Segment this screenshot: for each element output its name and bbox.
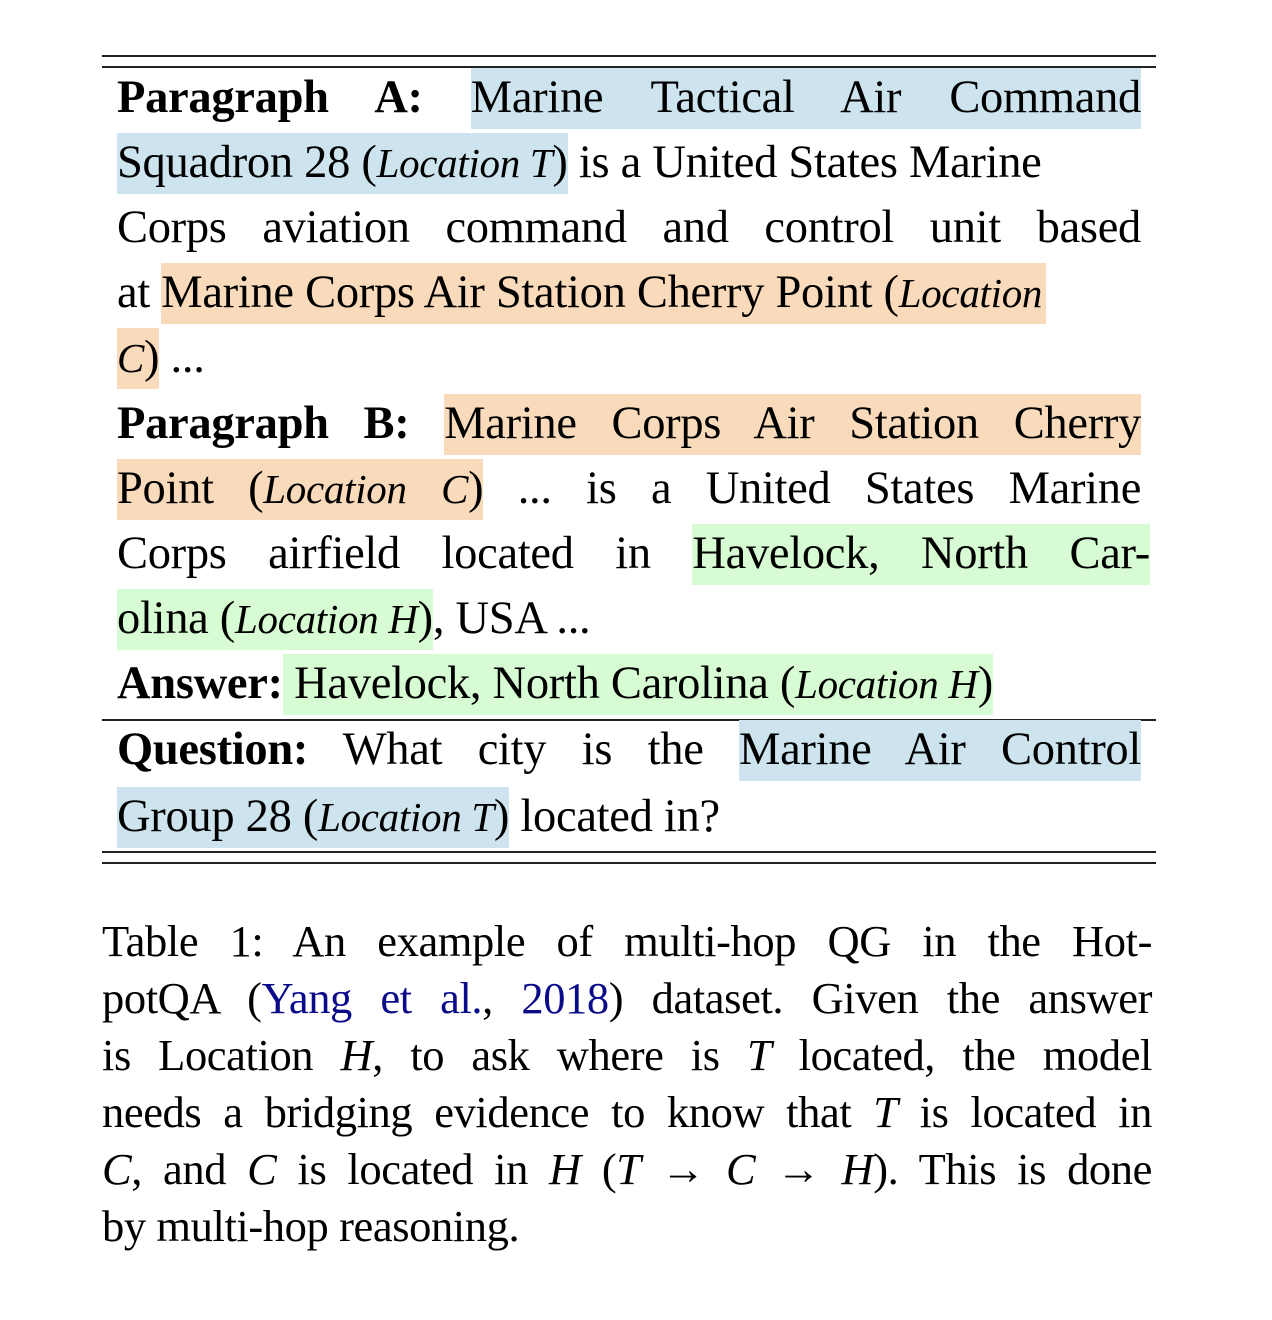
caption-line-3 — [102, 1026, 1152, 1084]
word: in — [615, 528, 651, 579]
math-expression: T → C → H — [616, 1144, 874, 1194]
location-tag: Location H — [235, 596, 418, 642]
word: Air — [753, 398, 815, 449]
word: is — [586, 463, 617, 514]
body-text: , USA ... — [432, 593, 591, 644]
word: North — [920, 528, 1028, 579]
word: Corps — [117, 528, 227, 579]
location-tag: C — [441, 466, 469, 512]
paren: ) — [417, 593, 433, 644]
bottom-rule-inner — [102, 851, 1156, 853]
paren: ) — [977, 658, 993, 709]
entity-t-highlight — [117, 787, 509, 848]
paragraph-a-line-3: Corps aviation command and control unit based — [117, 202, 1141, 253]
paragraph-a-label: Paragraph A: — [117, 72, 423, 123]
word: Car- — [1069, 528, 1150, 579]
caption-text: is located in — [897, 1087, 1152, 1137]
word: located — [441, 528, 574, 579]
paragraph-a-line-5 — [117, 326, 1141, 390]
entity-t-highlight — [739, 720, 1141, 781]
body-text: is a United States Marine — [567, 137, 1042, 188]
word: Havelock, — [692, 528, 880, 579]
word: Marine — [1008, 463, 1142, 514]
word: What — [342, 724, 443, 775]
word: Marine — [444, 398, 577, 449]
caption-text: potQA ( — [102, 973, 262, 1023]
entity-h-highlight — [283, 654, 993, 715]
entity-c-highlight — [117, 459, 483, 520]
word: Air — [904, 724, 966, 775]
citation-link-authors[interactable]: Yang et al. — [261, 973, 483, 1023]
word: Marine — [470, 72, 604, 123]
caption-line-4 — [102, 1083, 1152, 1141]
caption-text: , to ask where is — [372, 1030, 747, 1080]
question-line-2 — [117, 785, 1141, 849]
answer-label: Answer: — [117, 658, 283, 709]
citation-link-year[interactable]: 2018 — [521, 973, 609, 1023]
paren: ) — [144, 332, 160, 383]
caption-text: is Location — [102, 1030, 341, 1080]
word: airfield — [268, 528, 400, 579]
paragraph-a-line-4 — [117, 261, 1147, 325]
entity-h-highlight — [117, 589, 433, 650]
caption-text: is located in — [276, 1144, 550, 1194]
entity-c-highlight — [444, 394, 1141, 455]
entity-h-highlight — [692, 524, 1150, 585]
location-tag: Location H — [795, 661, 978, 707]
paragraph-b-line-3 — [117, 522, 1150, 586]
entity-c-highlight — [161, 263, 1046, 324]
top-rule-outer — [102, 55, 1156, 57]
caption-line-6: by multi-hop reasoning. — [102, 1201, 520, 1251]
caption-line-1: Table 1: An example of multi-hop QG in the Hot- — [102, 916, 1152, 966]
entity-t-highlight — [471, 68, 1141, 129]
question-line-1 — [117, 718, 1141, 782]
word: United — [705, 463, 831, 514]
paragraph-b-line-4 — [117, 587, 1141, 651]
caption-line-5 — [102, 1140, 1152, 1198]
word: a — [650, 463, 672, 514]
question-label: Question: — [117, 724, 309, 775]
caption-text: , — [482, 973, 522, 1023]
word: Tactical — [650, 72, 795, 123]
location-tag: Location — [898, 270, 1043, 316]
body-text: at — [117, 267, 162, 318]
entity-c-highlight — [117, 328, 159, 389]
caption-text: ). This is done — [873, 1144, 1152, 1194]
word: Air — [840, 72, 902, 123]
paragraph-b-line-1 — [117, 392, 1141, 456]
math-var: C — [102, 1144, 132, 1194]
caption-text: located, the model — [771, 1030, 1153, 1080]
word: Control — [1001, 724, 1142, 775]
word: Command — [949, 72, 1141, 123]
word: Point — [117, 463, 214, 514]
caption-text: needs a bridging evidence to know that — [102, 1087, 874, 1137]
word: is — [581, 724, 613, 775]
paragraph-a-line-2 — [117, 131, 1141, 195]
word: Marine — [739, 724, 872, 775]
paren: ) — [468, 463, 484, 514]
entity-text: Marine Corps Air Station Cherry Point ( — [161, 267, 899, 318]
caption-line-2 — [102, 969, 1152, 1027]
caption-text: ) dataset. Given the answer — [608, 973, 1153, 1023]
entity-text: olina ( — [117, 593, 235, 644]
word: Corps — [611, 398, 722, 449]
body-text: located in? — [509, 791, 720, 842]
word: Station — [849, 398, 979, 449]
paren: ) — [493, 791, 510, 842]
paragraph-b-line-2 — [117, 457, 1141, 521]
location-tag: Location T — [318, 794, 494, 840]
word: city — [477, 724, 547, 775]
entity-text: Group 28 ( — [117, 791, 319, 842]
ellipsis: ... — [517, 463, 552, 514]
ellipsis: ... — [159, 332, 205, 383]
caption-text: , and — [131, 1144, 248, 1194]
entity-text: Squadron 28 ( — [117, 137, 377, 188]
paren: ) — [552, 137, 568, 188]
math-var: T — [873, 1087, 898, 1137]
entity-t-highlight — [117, 133, 568, 194]
math-var: H — [340, 1030, 373, 1080]
location-tag: Location — [263, 466, 407, 512]
bottom-rule-outer — [102, 862, 1156, 864]
word: the — [647, 724, 704, 775]
entity-text: Havelock, North Carolina ( — [282, 658, 796, 709]
caption-text: ( — [580, 1144, 617, 1194]
word: States — [864, 463, 975, 514]
math-var: T — [746, 1030, 772, 1080]
location-tag: C — [117, 335, 145, 381]
location-tag: Location T — [376, 140, 553, 186]
paragraph-a-line-1 — [117, 66, 1141, 130]
answer-row — [117, 652, 1141, 716]
math-var: H — [549, 1144, 581, 1194]
paren: ( — [248, 463, 264, 514]
math-var: C — [247, 1144, 277, 1194]
paragraph-b-label: Paragraph B: — [117, 398, 410, 449]
word: Cherry — [1013, 398, 1142, 449]
